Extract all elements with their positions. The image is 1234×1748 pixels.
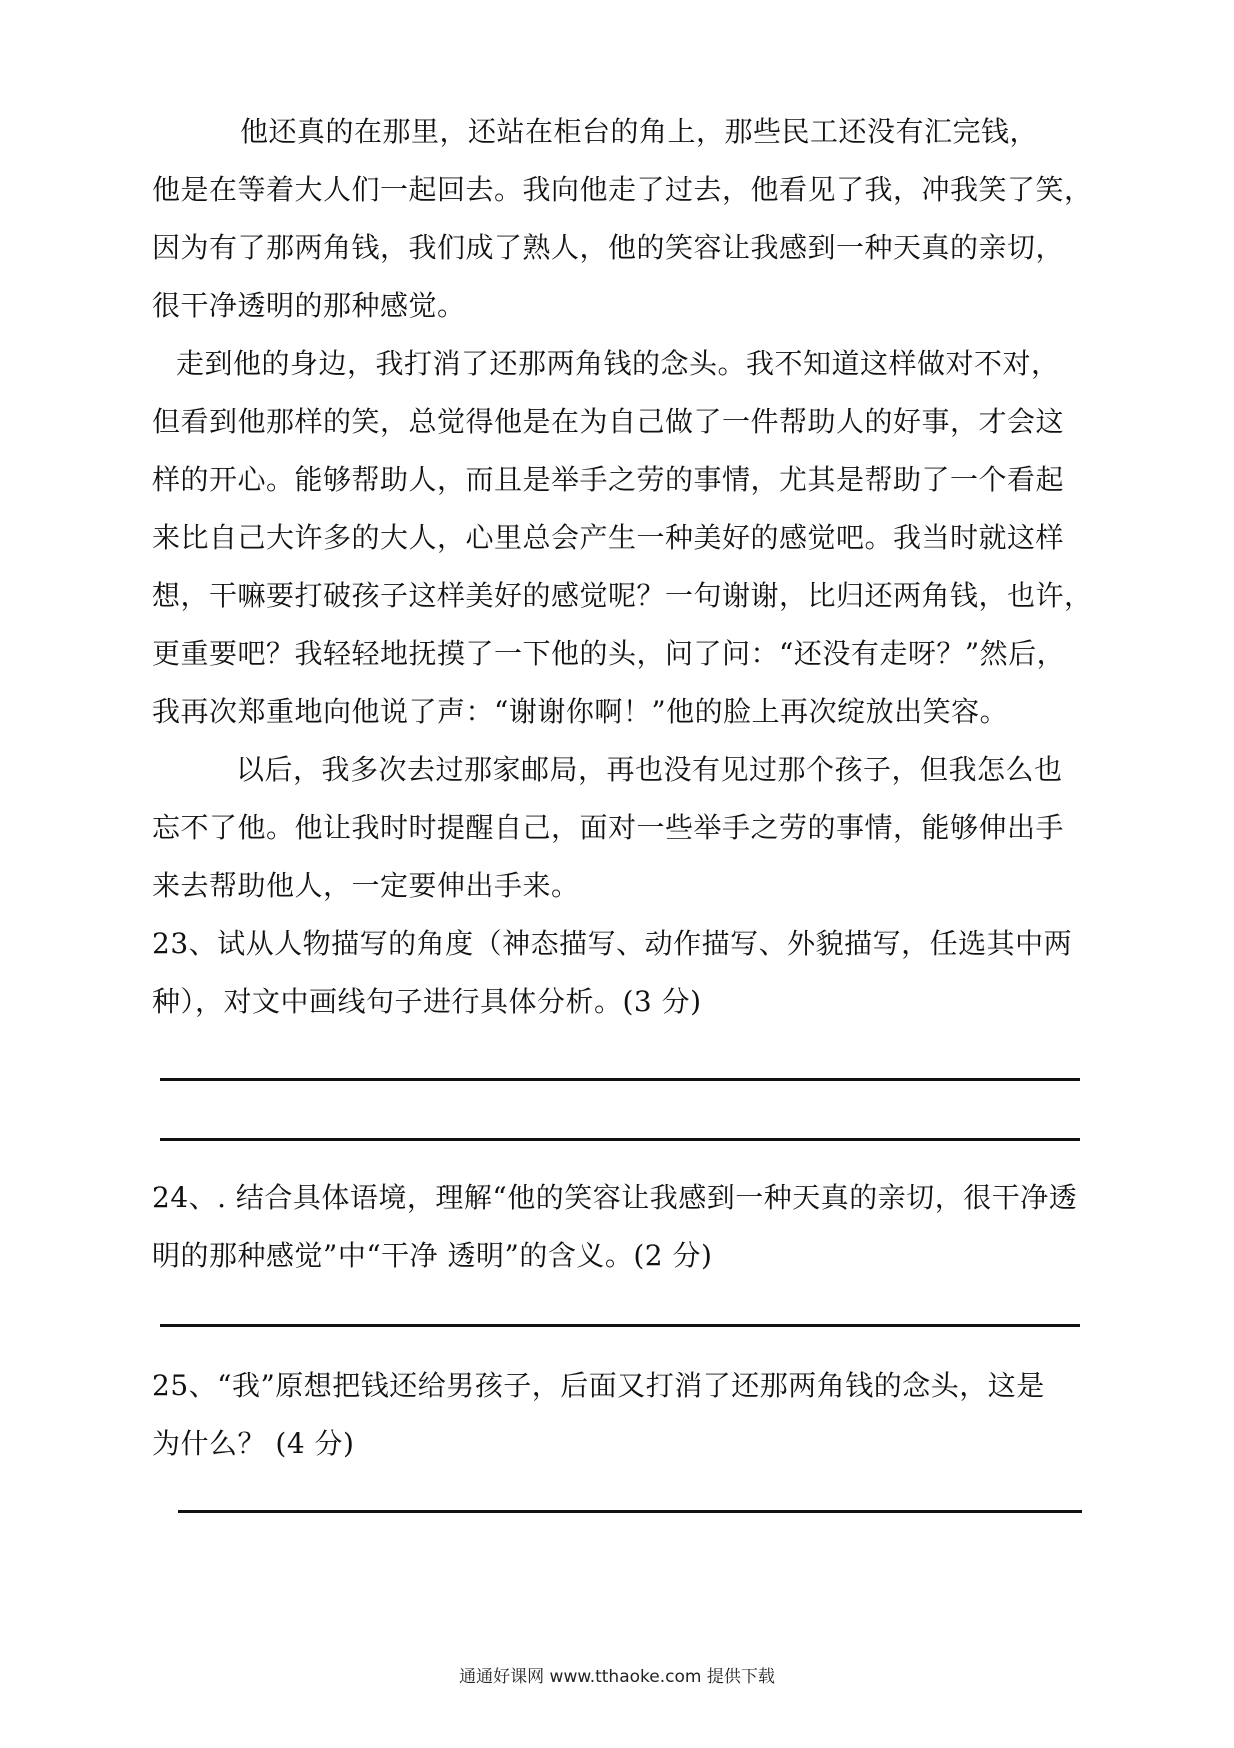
answer-line-q24[interactable]: [160, 1324, 1080, 1327]
passage-line: 样的开心。能够帮助人，而且是举手之劳的事情，尤其是帮助了一个看起: [152, 463, 1065, 496]
question-25-text: 为什么？ (4 分): [152, 1427, 355, 1460]
question-24-text: 24、. 结合具体语境，理解“他的笑容让我感到一种天真的亲切，很干净透: [152, 1181, 1078, 1214]
footer-credit: 通通好课网 www.tthaoke.com 提供下载: [459, 1667, 775, 1687]
passage-line: 他还真的在那里，还站在柜台的角上，那些民工还没有汇完钱，: [240, 115, 1039, 148]
passage-line: 因为有了那两角钱，我们成了熟人，他的笑容让我感到一种天真的亲切，: [152, 231, 1065, 264]
question-25-text: 25、“我”原想把钱还给男孩子，后面又打消了还那两角钱的念头，这是: [152, 1369, 1045, 1402]
passage-line: 走到他的身边，我打消了还那两角钱的念头。我不知道这样做对不对，: [176, 347, 1060, 380]
passage-line: 更重要吧？我轻轻地抚摸了一下他的头，问了问：“还没有走呀？”然后，: [152, 637, 1066, 670]
passage-line: 但看到他那样的笑，总觉得他是在为自己做了一件帮助人的好事，才会这: [152, 405, 1065, 438]
passage-line: 忘不了他。他让我时时提醒自己，面对一些举手之劳的事情，能够伸出手: [152, 811, 1065, 844]
passage-line: 很干净透明的那种感觉。: [152, 289, 466, 322]
passage-line: 我再次郑重地向他说了声：“谢谢你啊！”他的脸上再次绽放出笑容。: [152, 695, 1009, 728]
question-23-text: 种），对文中画线句子进行具体分析。(3 分): [152, 985, 702, 1018]
passage-line: 想，干嘛要打破孩子这样美好的感觉呢？一句谢谢，比归还两角钱，也许，: [152, 579, 1093, 612]
question-23-text: 23、试从人物描写的角度（神态描写、动作描写、外貌描写，任选其中两: [152, 927, 1073, 960]
answer-line-q25[interactable]: [178, 1510, 1082, 1513]
passage-line: 以后，我多次去过那家邮局，再也没有见过那个孩子，但我怎么也: [236, 753, 1063, 786]
answer-line-q23[interactable]: [160, 1138, 1080, 1141]
passage-line: 来去帮助他人，一定要伸出手来。: [152, 869, 580, 902]
answer-line-q23[interactable]: [160, 1078, 1080, 1081]
question-24-text: 明的那种感觉”中“干净 透明”的含义。(2 分): [152, 1239, 713, 1272]
passage-line: 来比自己大许多的大人，心里总会产生一种美好的感觉吧。我当时就这样: [152, 521, 1065, 554]
passage-line: 他是在等着大人们一起回去。我向他走了过去，他看见了我，冲我笑了笑，: [152, 173, 1093, 206]
